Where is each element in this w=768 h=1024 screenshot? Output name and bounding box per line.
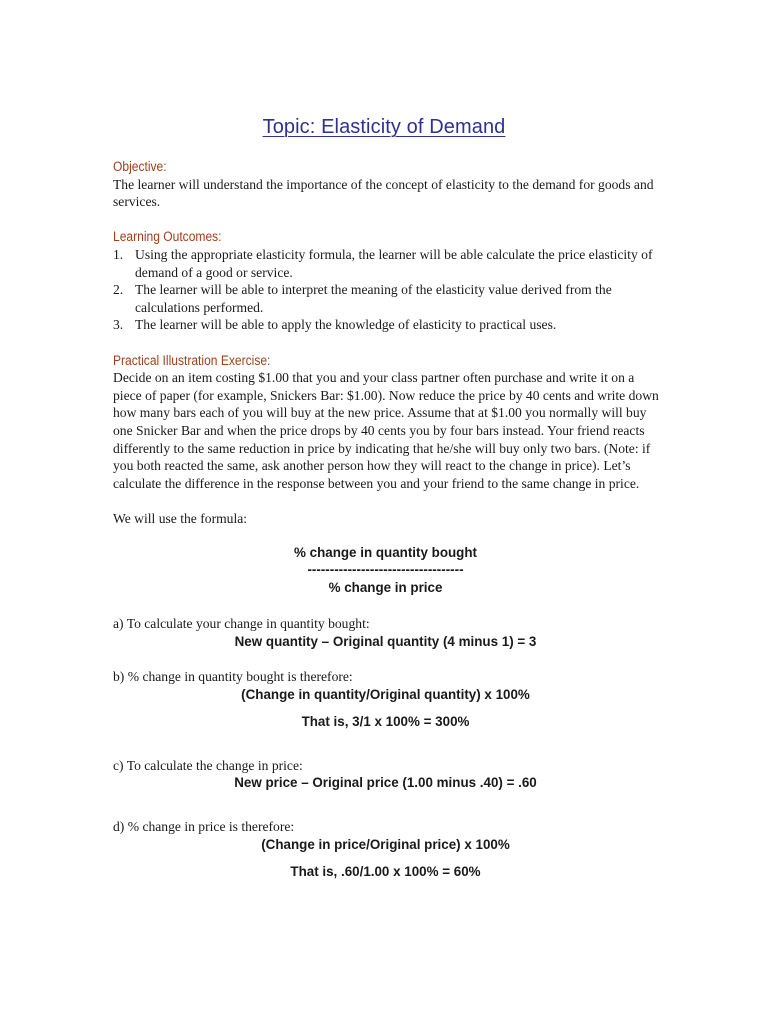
list-item-text: The learner will be able to apply the knowledge of elasticity to practical uses. (135, 317, 557, 333)
spacer (113, 731, 661, 757)
step-c-label: c) To calculate the change in price: (113, 757, 303, 773)
list-number: 1. (113, 246, 124, 262)
spacer (113, 527, 661, 544)
spacer (113, 792, 661, 818)
spacer (113, 597, 661, 615)
step-a-formula: New quantity – Original quantity (4 minus 1) = 3 (234, 634, 537, 650)
formula-numerator: % change in quantity bought (294, 545, 477, 561)
step-d-label: d) % change in price is therefore: (113, 819, 295, 835)
list-number: 2. (113, 282, 124, 298)
step-b-formula: (Change in quantity/Original quantity) x 100% (241, 686, 530, 702)
step-d-result: That is, .60/1.00 x 100% = 60% (290, 863, 481, 879)
formula-divider: ----------------------------------- (307, 562, 464, 578)
spacer (113, 334, 661, 352)
list-item-text: Using the appropriate elasticity formula, the learner will be able calculate the price elasticity of demand of a good or service. (135, 246, 653, 280)
exercise-heading: Practical Illustration Exercise: (113, 352, 271, 368)
step-d-formula: (Change in price/Original price) x 100% (261, 836, 510, 852)
list-number: 3. (113, 317, 124, 333)
step-c-formula: New price – Original price (1.00 minus .40) = .60 (234, 775, 537, 791)
spacer (113, 492, 661, 510)
list-item (113, 246, 661, 281)
spacer (113, 651, 661, 668)
document-body (113, 158, 661, 881)
learning-outcomes-heading: Learning Outcomes: (113, 229, 222, 245)
formula-denominator: % change in price (328, 580, 443, 596)
objective-text: The learner will understand the importance of the concept of elasticity to the demand for goods and services. (113, 176, 654, 210)
exercise-text: Decide on an item costing $1.00 that you and your class partner often purchase and write it on a piece of paper (for example, Snickers Bar: $1.00). Now reduce the price by 40 cents and write down how many bars each of you will buy at the new price. Assume that at $1.00 you normally will buy one Snicker Bar and when the price drops by 40 cents you by four bars instead. Your friend reacts differently to the same reduction in price by indicating that he/she will buy only two bars. (Note: if you both reacted the same, ask another person how they will react to the change in price). Let’s calculate the difference in the response between you and your friend to the same change in price. (113, 370, 659, 491)
list-item-text: The learner will be able to interpret the meaning of the elasticity value derived from the calculations performed. (135, 282, 612, 315)
step-b-result: That is, 3/1 x 100% = 300% (301, 713, 470, 729)
step-a-label: a) To calculate your change in quantity bought: (113, 616, 370, 632)
spacer (113, 211, 661, 229)
learning-outcomes-list (113, 246, 661, 334)
list-item (113, 316, 661, 334)
formula-intro: We will use the formula: (113, 510, 248, 526)
spacer (113, 854, 661, 863)
list-item (113, 281, 661, 316)
page-title: Topic: Elasticity of Demand (262, 116, 506, 138)
objective-heading: Objective: (113, 159, 167, 174)
step-b-label: b) % change in quantity bought is therefore: (113, 669, 353, 685)
spacer (113, 704, 661, 713)
